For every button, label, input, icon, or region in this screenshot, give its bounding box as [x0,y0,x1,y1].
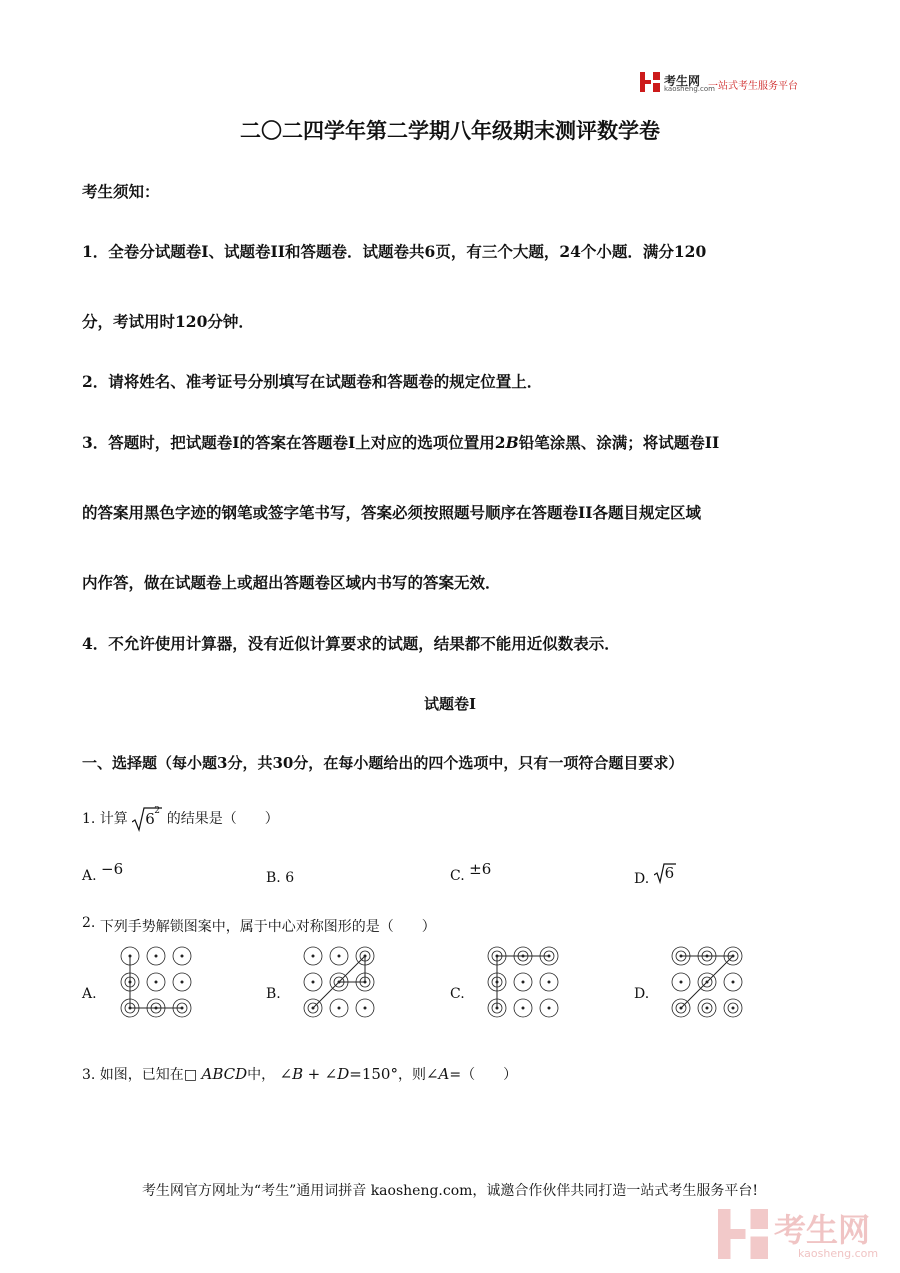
notice-item-2: 2．请将姓名、准考证号分别填写在试题卷和答题卷的规定位置上． [82,372,543,391]
question-3-angle-d: ∠D [324,1065,350,1083]
question-1-prefix: 1. 计算 [82,811,128,827]
notice-item-3-line-2: 的答案用黑色字迹的钢笔或签字笔书写，答案必须按照题号顺序在答题卷II各题目规定区域 [82,503,702,522]
part1-heading: 一、选择题（每小题3分，共30分，在每小题给出的四个选项中，只有一项符合题目要求） [82,754,684,772]
notice-item-3-line-1 [82,431,719,453]
watermark-domain: kaosheng.com [798,1247,879,1260]
question-1-option-a[interactable] [82,860,124,884]
section-label: 试题卷I [423,695,477,713]
notice-item-3-line-3: 内作答，做在试题卷上或超出答题卷区域内书写的答案无效． [82,573,501,592]
logo-name: 考生网 [664,74,701,88]
notice-item-4: 4．不允许使用计算器，没有近似计算要求的试题，结果都不能用近似数表示． [82,634,620,653]
question-1-option-b[interactable] [266,870,294,886]
logo-domain: kaosheng.com [664,85,715,93]
pattern-c-icon[interactable] [482,943,562,1023]
option-value: 6 [664,864,675,882]
watermark [718,1205,888,1263]
footer-text: 考生网官方网址为“考生”通用词拼音 kaosheng.com，诚邀合作伙伴共同打造一站式考生服务平台! [141,1183,759,1199]
notice-item-3-part-c: 铅笔涂黑、涂满；将试题卷II [518,433,720,452]
question-3 [82,1064,517,1084]
option-value: 6 [285,870,295,886]
option-value: ±6 [469,860,492,878]
notice-item-3-part-a: 3．答题时，把试题卷I的答案在答题卷I上对应的选项位置用2 [82,433,506,452]
option-label: B. [266,870,281,886]
question-3-then: ，则 [397,1067,426,1083]
parallelogram-icon: □ [183,1067,198,1083]
question-3-prefix: 3. 如图，已知在 [82,1067,184,1083]
header-logo [640,72,840,96]
question-3-value: =150° [349,1065,398,1083]
option-label: D. [634,871,650,887]
logo-mark-icon [640,72,660,92]
question-2-option-a-label: A. [82,986,97,1002]
question-2-option-c-label: C. [450,986,465,1002]
question-2 [82,916,436,936]
question-2-text: 下列手势解锁图案中，属于中心对称图形的是（ ） [99,919,436,935]
question-2-option-d-label: D. [634,986,650,1002]
question-1-suffix: 的结果是（ ） [166,811,279,827]
question-3-plus: + [307,1065,321,1083]
option-value: −6 [101,860,124,878]
option-d-radical [654,862,676,884]
logo-slogan: 一站式考生服务平台 [708,81,798,92]
option-label: C. [450,868,465,884]
question-3-angle-a: ∠A [425,1065,450,1083]
question-3-shape-name: ABCD [201,1065,248,1083]
question-1-exponent: 2 [154,806,160,816]
question-1 [82,806,279,832]
question-2-number: 2. [82,915,96,931]
question-1-option-d[interactable] [634,862,676,887]
pattern-d-icon[interactable] [666,943,746,1023]
page-title: 二〇二四学年第二学期八年级期末测评数学卷 [240,118,660,143]
question-3-tail: =（ ） [449,1067,518,1083]
watermark-logo-icon [718,1209,768,1259]
question-2-option-b-label: B. [266,986,281,1002]
notice-item-1-line-2: 分，考试用时120分钟． [82,312,254,331]
notice-heading: 考生须知： [82,182,160,201]
question-1-option-c[interactable] [450,860,492,884]
option-label: A. [82,868,97,884]
question-1-radicand: 6 [145,810,155,828]
watermark-name: 考生网 [774,1211,871,1249]
notice-item-3-pencil-b: B [505,433,519,452]
pattern-a-icon[interactable] [115,943,195,1023]
question-1-radical [132,806,162,832]
question-3-angle-b: ∠B [279,1065,304,1083]
notice-item-1-line-1: 1．全卷分试题卷I、试题卷II和答题卷．试题卷共6页，有三个大题，24个小题．满分120 [82,242,707,261]
question-3-mid: 中， [247,1067,276,1083]
pattern-b-icon[interactable] [298,943,378,1023]
